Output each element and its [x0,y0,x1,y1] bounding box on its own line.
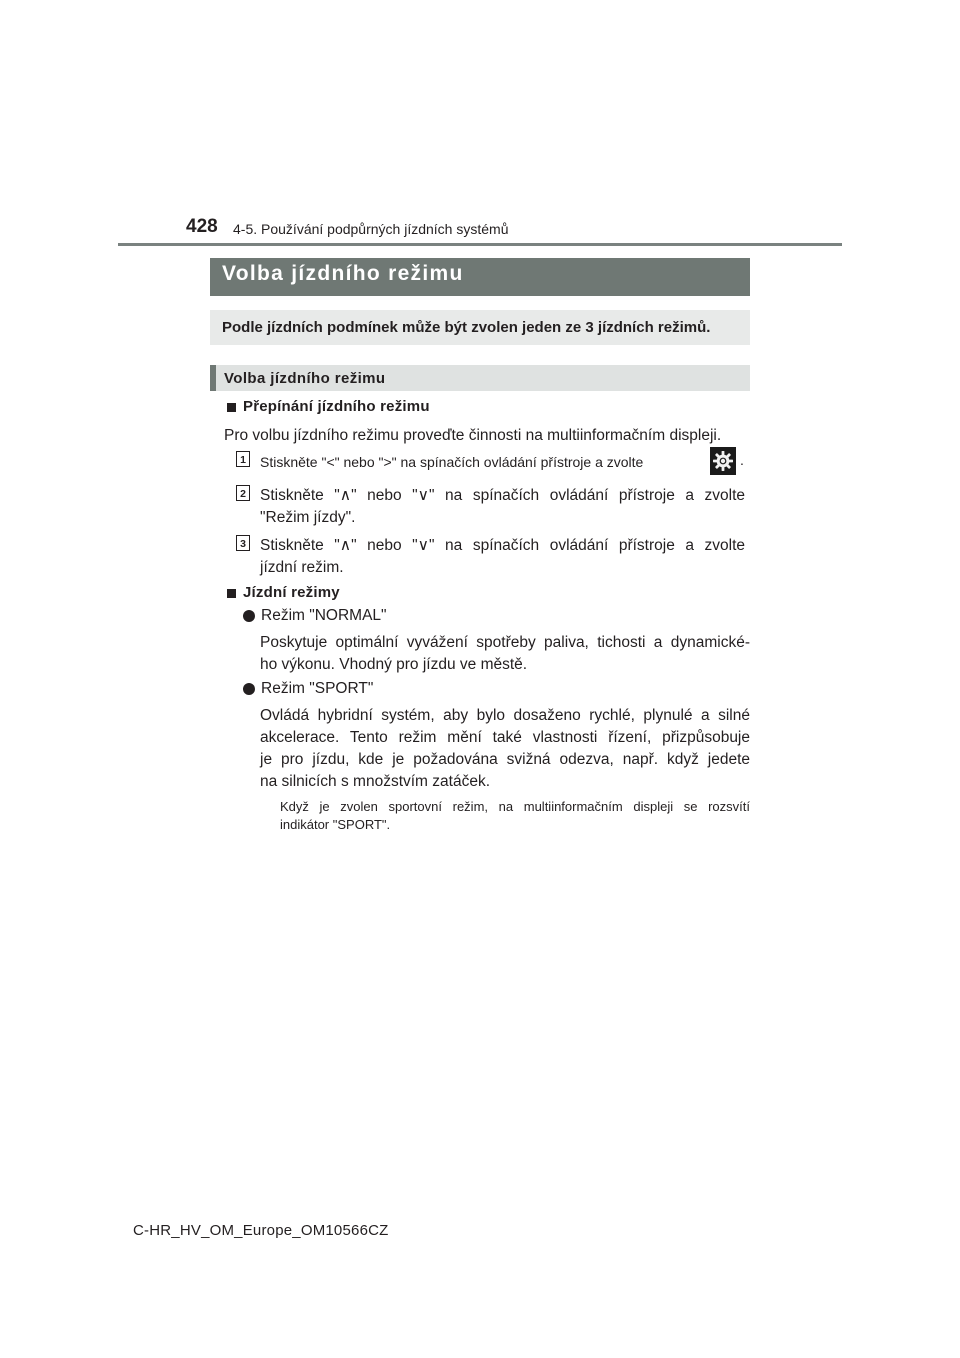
step-3-line-1: Stiskněte "∧" nebo "∨" na spínačích ovládání přístroje a zvolte [260,537,745,554]
switching-instruction: Pro volbu jízdního režimu proveďte činnosti na multiinformačním displeji. [224,427,722,444]
square-bullet-icon [227,403,236,412]
header-rule [118,243,842,246]
sport-note-line-1: Když je zvolen sportovní režim, na multiinformačním displeji se rozsvítí [280,799,750,814]
step-2-line-2: "Režim jízdy". [260,509,356,526]
square-bullet-icon [227,589,236,598]
document-code-footer: C-HR_HV_OM_Europe_OM10566CZ [133,1222,389,1239]
section-path: 4-5. Používání podpůrných jízdních systémů [233,221,509,237]
mode-sport-desc-line-4: na silnicích s množstvím zatáček. [260,773,490,790]
modes-heading: Jízdní režimy [243,584,340,601]
mode-sport-desc-line-1: Ovládá hybridní systém, aby bylo dosaženo rychlé, plynulé a silné [260,707,750,724]
step-2-line-1: Stiskněte "∧" nebo "∨" na spínačích ovládání přístroje a zvolte [260,487,745,504]
intro-box [210,310,750,345]
round-bullet-icon [243,610,255,622]
sport-note-line-2: indikátor "SPORT". [280,817,391,832]
subsection-band [210,365,750,391]
mode-normal-desc-line-2: ho výkonu. Vhodný pro jízdu ve městě. [260,656,528,673]
subsection-accent-bar [210,365,216,391]
subsection-title: Volba jízdního režimu [224,370,386,387]
intro-text: Podle jízdních podmínek může být zvolen jeden ze 3 jízdních režimů. [222,319,711,336]
step-number-box: 3 [236,535,250,551]
step-number-box: 2 [236,485,250,501]
gear-icon [710,447,736,475]
mode-sport-desc-line-3: je pro jízdu, kde je požadována svižná odezva, např. když jedete [260,751,750,768]
section-title: Volba jízdního režimu [222,262,464,285]
step-1-text: Stiskněte "<" nebo ">" na spínačích ovládání přístroje a zvolte [260,454,644,470]
step-number-box: 1 [236,451,250,467]
step-1-period: . [740,452,744,468]
round-bullet-icon [243,683,255,695]
mode-normal-label: Režim "NORMAL" [261,607,387,624]
page-number: 428 [186,216,218,237]
switching-heading: Přepínání jízdního režimu [243,398,430,415]
step-3-line-2: jízdní režim. [260,559,344,576]
mode-normal-desc-line-1: Poskytuje optimální vyvážení spotřeby paliva, tichosti a dynamické- [260,634,750,651]
mode-sport-desc-line-2: akcelerace. Tento režim mění také vlastnosti řízení, přizpůsobuje [260,729,750,746]
section-title-band [210,258,750,296]
mode-sport-label: Režim "SPORT" [261,680,374,697]
